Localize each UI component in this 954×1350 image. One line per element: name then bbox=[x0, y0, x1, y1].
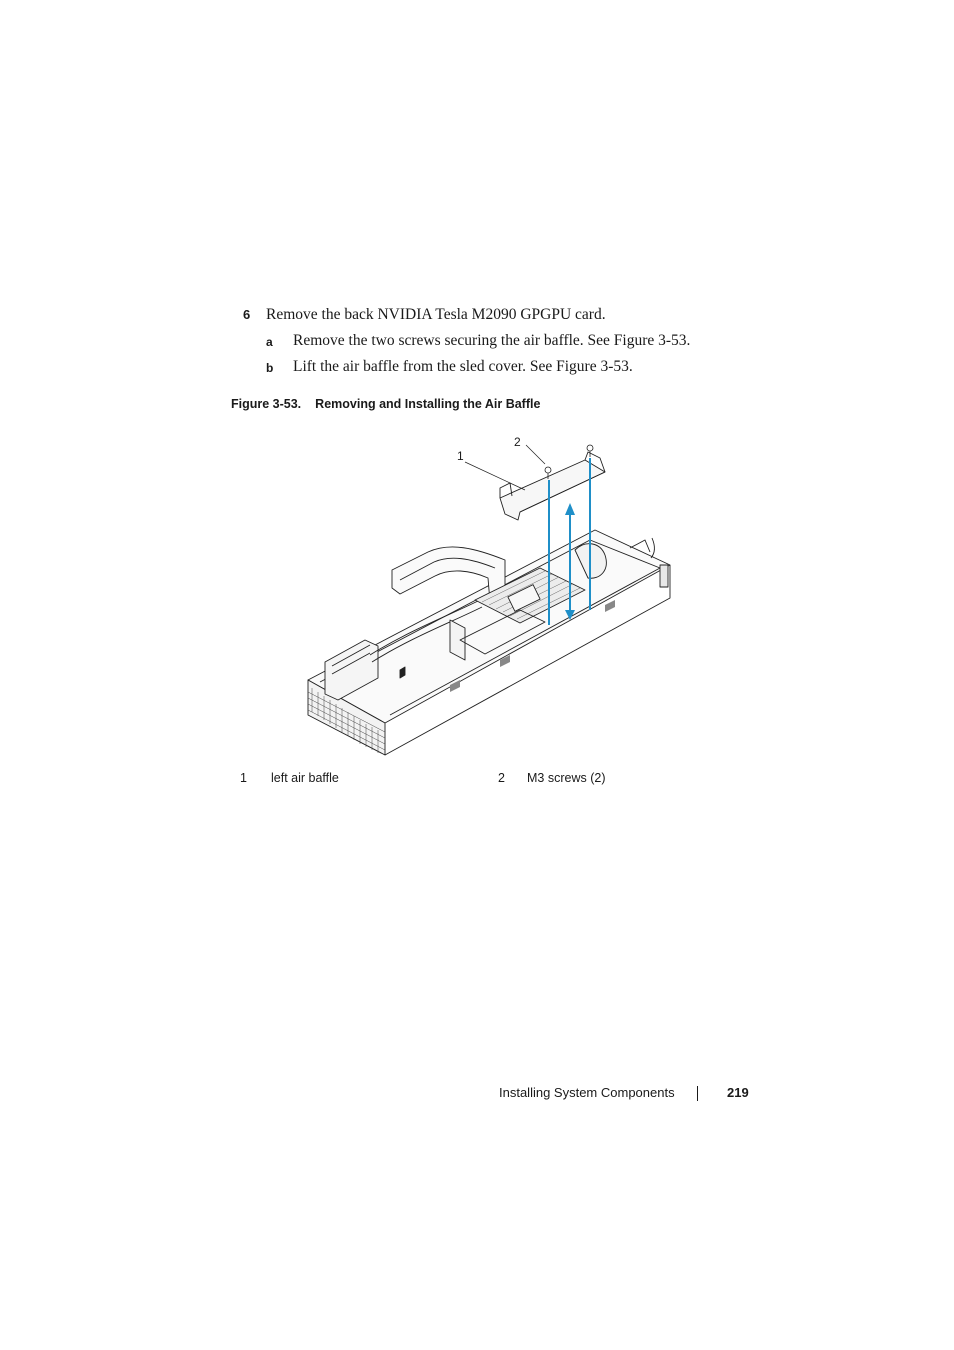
air-baffle-illustration bbox=[300, 430, 680, 760]
callout-1: 1 bbox=[457, 449, 464, 463]
arrow-head-up bbox=[565, 503, 575, 515]
substep-letter: b bbox=[266, 361, 274, 375]
leader-line-1 bbox=[465, 462, 525, 490]
footer-divider bbox=[697, 1086, 698, 1101]
footer-section-title: Installing System Components bbox=[499, 1085, 675, 1100]
step-number: 6 bbox=[243, 307, 251, 322]
leader-line-2 bbox=[526, 445, 545, 464]
legend-number-1: 1 bbox=[240, 771, 247, 785]
substep-text: Remove the two screws securing the air baffle. See Figure 3-53. bbox=[293, 332, 691, 349]
page-number: 219 bbox=[727, 1085, 749, 1100]
step-text: Remove the back NVIDIA Tesla M2090 GPGPU card. bbox=[266, 306, 606, 323]
substep-text: Lift the air baffle from the sled cover. See Figure 3-53. bbox=[293, 358, 633, 375]
substep-letter: a bbox=[266, 335, 273, 349]
figure-label: Figure 3-53. bbox=[231, 397, 302, 411]
figure-caption bbox=[231, 397, 540, 411]
figure-title: Removing and Installing the Air Baffle bbox=[315, 397, 541, 411]
legend-number-2: 2 bbox=[498, 771, 505, 785]
legend-label-1: left air baffle bbox=[271, 771, 339, 785]
callout-2: 2 bbox=[514, 435, 521, 449]
legend-label-2: M3 screws (2) bbox=[527, 771, 606, 785]
